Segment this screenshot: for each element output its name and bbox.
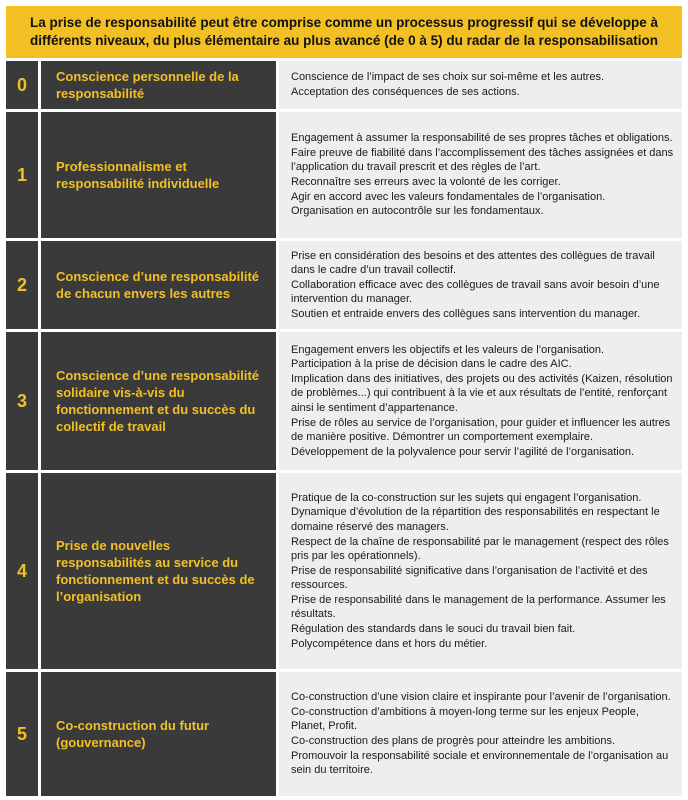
level-row-1 [6,109,682,238]
description-line: Co-construction des plans de progrès pour atteindre les ambitions. [291,735,616,747]
level-row-3 [6,329,682,470]
description-line: Promouvoir la responsabilité sociale et environnementale de l’organisation au sein du territoire. [291,749,669,777]
level-title: Prise de nouvelles responsabilités au service du fonctionnement et du succès de l’organisation [41,473,279,669]
description-line: Dynamique d’évolution de la répartition des responsabilités en respectant le domaine réservé des managers. [291,506,660,533]
level-row-5 [6,669,682,796]
level-number: 3 [6,332,41,470]
description-line: Régulation des standards dans le souci du travail bien fait. [291,623,576,636]
level-number: 2 [6,241,41,329]
description-line: Co-construction d’ambitions à moyen-long terme sur les enjeux People, Planet, Profit. [291,705,639,733]
description-line: Soutien et entraide envers des collègues sans intervention du manager. [291,307,641,320]
level-description [279,672,682,796]
table-header: La prise de responsabilité peut être comprise comme un processus progressif qui se développe à différents niveaux, du plus élémentaire au plus avancé (de 0 à 5) du radar de la responsabilisation [6,6,682,58]
description-line: Agir en accord avec les valeurs fondamentales de l’organisation. [291,190,606,203]
description-line: Polycompétence dans et hors du métier. [291,637,488,650]
level-row-2 [6,238,682,329]
level-title: Professionnalisme et responsabilité individuelle [41,112,279,238]
description-line: Implication dans des initiatives, des projets ou des activités (Kaizen, résolution de problèmes...) qui contribuent à la vie et aux résultats de l’entité, renforçant ainsi le sentiment d’appartenance. [291,372,673,414]
level-number: 5 [6,672,41,796]
level-number: 4 [6,473,41,669]
description-line: Collaboration efficace avec des collègues de travail sans avoir besoin d’une intervention du manager. [291,278,660,306]
level-number: 1 [6,112,41,238]
level-description [279,332,682,470]
description-line: Engagement à assumer la responsabilité de ses propres tâches et obligations. [291,132,673,145]
level-title: Conscience personnelle de la responsabilité [41,61,279,109]
description-line: Respect de la chaîne de responsabilité par le management (respect des rôles pris par les opérationnels). [291,535,669,563]
level-description [279,112,682,238]
description-line: Prise de responsabilité significative dans l’organisation de l’activité et des ressources. [291,564,648,592]
responsibility-table [6,6,682,796]
level-number: 0 [6,61,41,109]
level-description [279,473,682,669]
description-line: Prise en considération des besoins et des attentes des collègues de travail dans le cadre d’un travail collectif. [291,249,655,277]
description-line: Engagement envers les objectifs et les valeurs de l’organisation. [291,343,605,356]
description-line: Acceptation des conséquences de ses actions. [291,86,520,98]
level-row-0 [6,58,682,109]
description-line: Développement de la polyvalence pour servir l’agilité de l’organisation. [291,445,635,458]
description-line: Prise de rôles au service de l’organisation, pour guider et influencer les autres de manière positive. Démontrer un comportement exemplaire. [291,416,671,444]
level-title: Conscience d’une responsabilité de chacun envers les autres [41,241,279,329]
description-line: Organisation en autocontrôle sur les fondamentaux. [291,205,544,218]
description-line: Co-construction d’une vision claire et inspirante pour l’avenir de l’organisation. [291,691,671,704]
level-title: Conscience d’une responsabilité solidaire vis-à-vis du fonctionnement et du succès du collectif de travail [41,332,279,470]
description-line: Reconnaître ses erreurs avec la volonté de les corriger. [291,176,561,188]
description-line: Pratique de la co-construction sur les sujets qui engagent l’organisation. [291,491,642,504]
level-row-4 [6,470,682,669]
description-line: Prise de responsabilité dans le management de la performance. Assumer les résultats. [291,593,666,621]
description-line: Conscience de l’impact de ses choix sur soi-même et les autres. [291,71,605,84]
level-title: Co-construction du futur (gouvernance) [41,672,279,796]
description-line: Faire preuve de fiabilité dans l’accomplissement des tâches assignées et dans l’application du travail prescrit et des règles de l’art. [291,146,674,174]
level-description [279,61,682,109]
level-description [279,241,682,329]
description-line: Participation à la prise de décision dans le cadre des AIC. [291,358,572,371]
